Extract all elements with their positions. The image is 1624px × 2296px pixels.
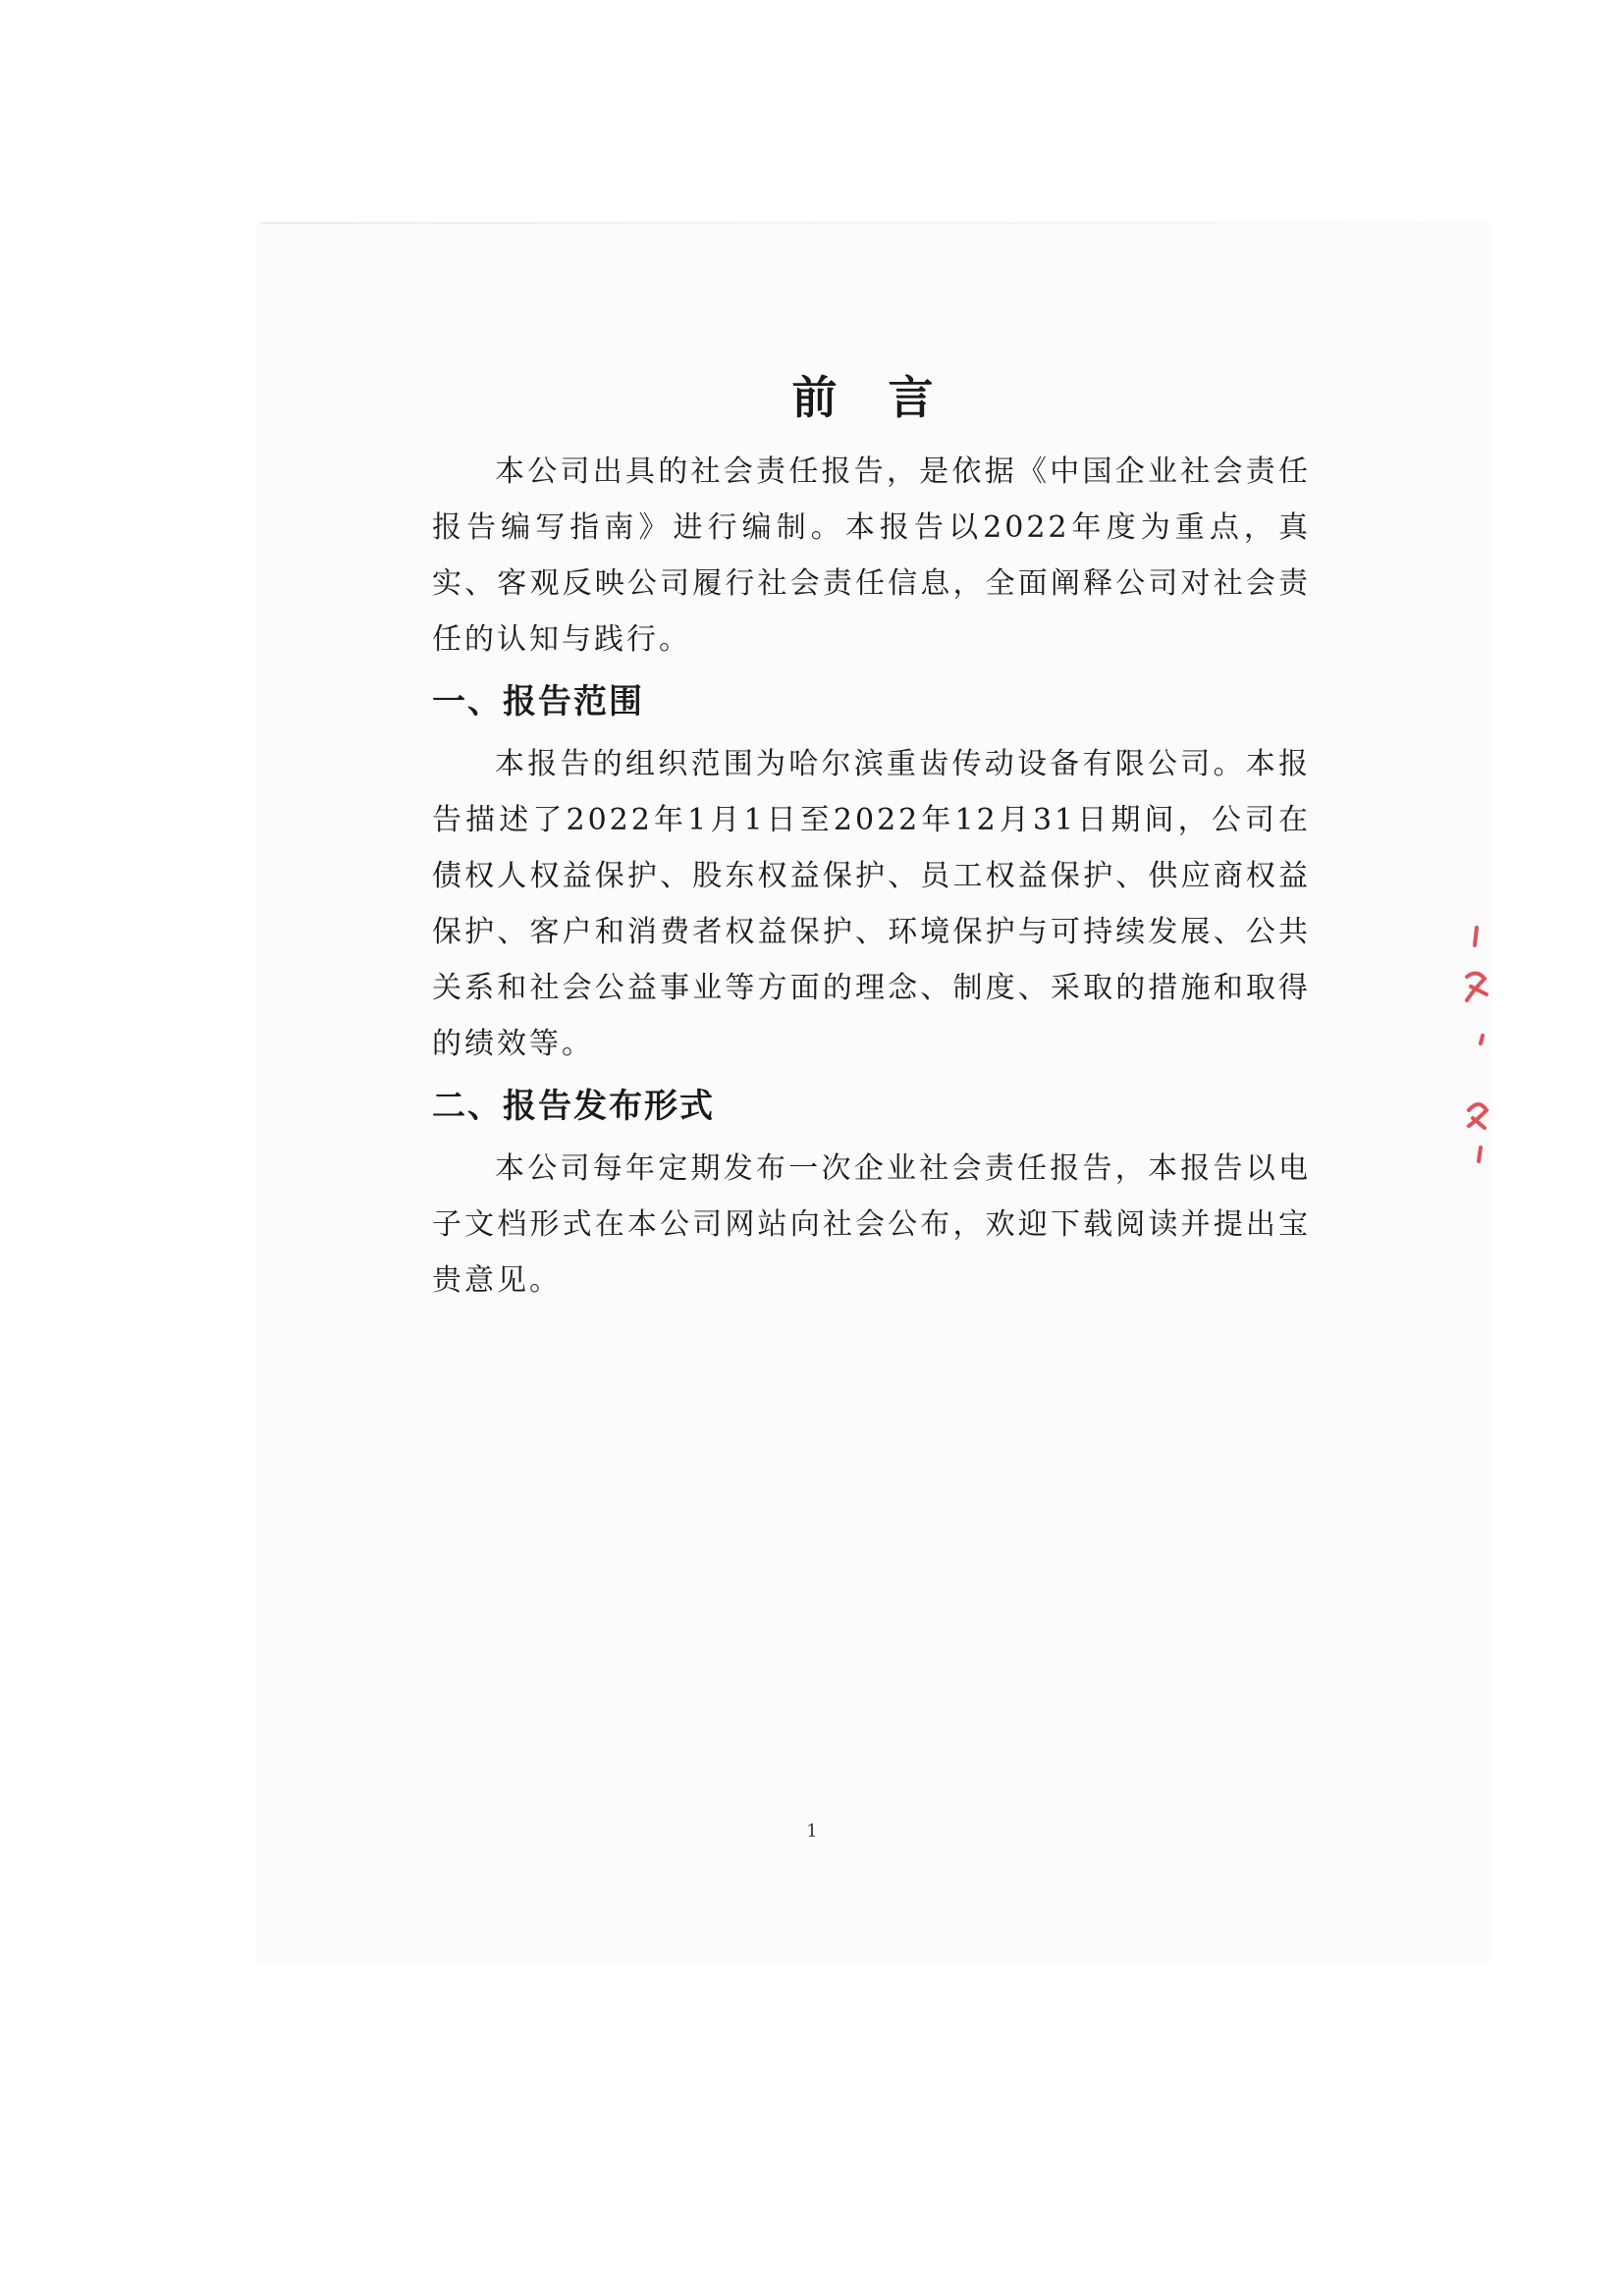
- page-number: 1: [806, 1821, 818, 1842]
- page-title: 前 言: [791, 371, 951, 424]
- section-heading-scope: 一、报告范围: [432, 682, 644, 721]
- intro-paragraph: 本公司出具的社会责任报告，是依据《中国企业社会责任报告编写指南》进行编制。本报告以2022年度为重点，真实、客观反映公司履行社会责任信息，全面阐释公司对社会责任的认知与践行。: [432, 454, 1311, 657]
- section-body-publication: 本公司每年定期发布一次企业社会责任报告，本报告以电子文档形式在本公司网站向社会公布，欢迎下载阅读并提出宝贵意见。: [432, 1151, 1311, 1298]
- page-content: [432, 363, 1311, 1308]
- seal-stamp-fragment: [1461, 918, 1490, 1163]
- section-body-scope: 本报告的组织范围为哈尔滨重齿传动设备有限公司。本报告描述了2022年1月1日至2022年12月31日期间，公司在债权人权益保护、股东权益保护、员工权益保护、供应商权益保护、客户和消费者权益保护、环境保护与可持续发展、公共关系和社会公益事业等方面的理念、制度、采取的措施和取得的绩效等。: [432, 747, 1311, 1061]
- section-heading-publication: 二、报告发布形式: [432, 1087, 715, 1126]
